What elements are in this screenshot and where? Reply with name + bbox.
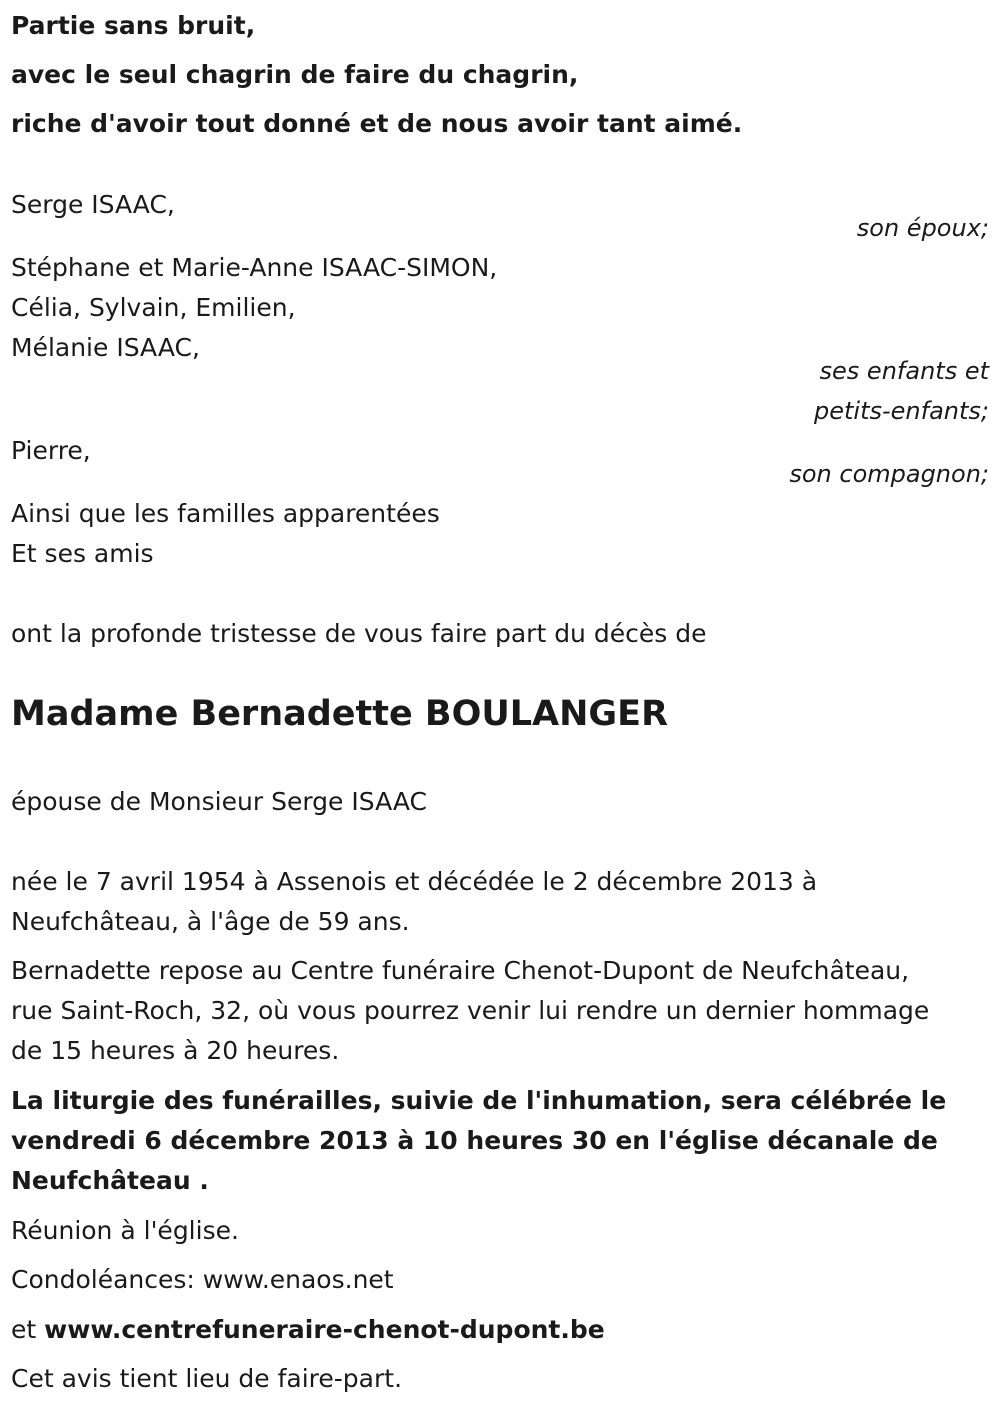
- visitation-line-1: Bernadette repose au Centre funéraire Chenot-Dupont de Neufchâteau,: [11, 956, 910, 985]
- announcement-text: ont la profonde tristesse de vous faire part du décès de: [11, 619, 707, 648]
- spouse-role: son époux;: [856, 214, 989, 242]
- funeral-line-3: Neufchâteau .: [11, 1166, 209, 1195]
- children-role-line-1: ses enfants et: [819, 357, 989, 385]
- website-line: [11, 1310, 605, 1350]
- funeral-line-1: La liturgie des funérailles, suivie de l'inhumation, sera célébrée le: [11, 1086, 947, 1115]
- children-line-2: Célia, Sylvain, Emilien,: [11, 293, 296, 322]
- condolences-text: Condoléances: www.enaos.net: [11, 1265, 394, 1294]
- children-line-1: Stéphane et Marie-Anne ISAAC-SIMON,: [11, 253, 498, 282]
- children-line-3: Mélanie ISAAC,: [11, 333, 200, 362]
- epitaph-line-1: Partie sans bruit,: [11, 11, 256, 40]
- epitaph-line-3: riche d'avoir tout donné et de nous avoir tant aimé.: [11, 109, 743, 138]
- birth-death-line-2: Neufchâteau, à l'âge de 59 ans.: [11, 907, 410, 936]
- relatives-line-1: Ainsi que les familles apparentées: [11, 499, 440, 528]
- epitaph-line-2: avec le seul chagrin de faire du chagrin,: [11, 60, 579, 89]
- birth-death-line-1: née le 7 avril 1954 à Assenois et décédée le 2 décembre 2013 à: [11, 867, 818, 896]
- and-prefix: et: [11, 1315, 37, 1344]
- relatives-line-2: Et ses amis: [11, 539, 154, 568]
- visitation-line-3: de 15 heures à 20 heures.: [11, 1036, 340, 1065]
- companion-name: Pierre,: [11, 436, 91, 465]
- spouse-of-text: épouse de Monsieur Serge ISAAC: [11, 787, 427, 816]
- visitation-line-2: rue Saint-Roch, 32, où vous pourrez venir lui rendre un dernier hommage: [11, 996, 930, 1025]
- companion-role: son compagnon;: [789, 460, 989, 488]
- funeral-line-2: vendredi 6 décembre 2013 à 10 heures 30 en l'église décanale de: [11, 1126, 938, 1155]
- deceased-name: Madame Bernadette BOULANGER: [11, 694, 669, 734]
- spouse-name: Serge ISAAC,: [11, 190, 175, 219]
- notice-text: Cet avis tient lieu de faire-part.: [11, 1364, 403, 1393]
- funeral-home-website[interactable]: www.centrefuneraire-chenot-dupont.be: [44, 1315, 605, 1344]
- children-role-line-2: petits-enfants;: [814, 397, 989, 425]
- reunion-text: Réunion à l'église.: [11, 1216, 239, 1245]
